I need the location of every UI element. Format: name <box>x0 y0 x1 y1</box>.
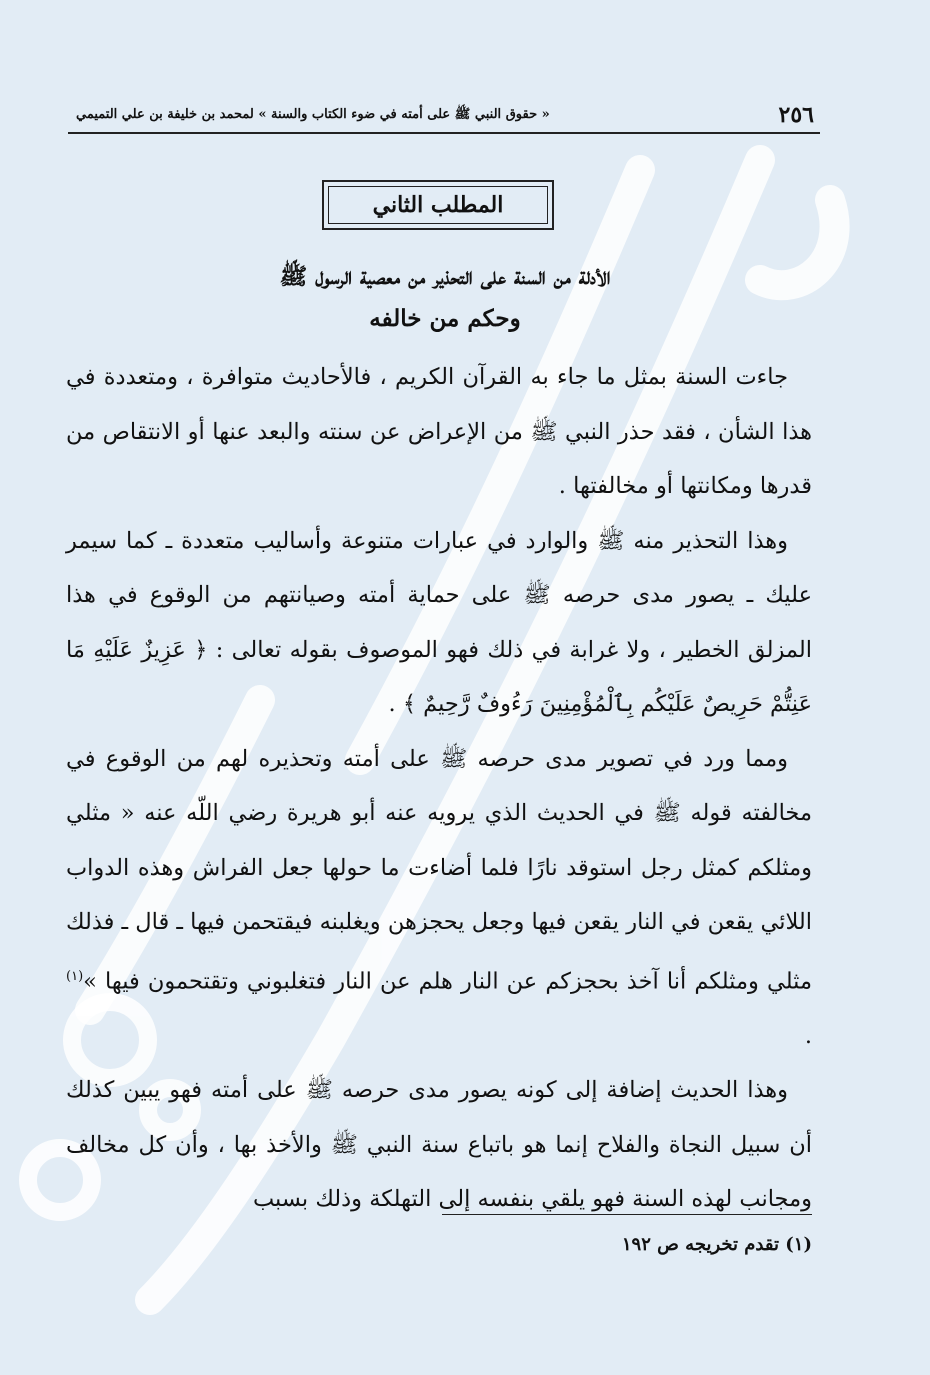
section-heading-box <box>322 180 554 230</box>
running-title: « حقوق النبي ﷺ على أمته في ضوء الكتاب والسنة » لمحمد بن خليفة بن علي التميمي <box>76 106 550 122</box>
footnote-separator <box>442 1214 812 1215</box>
paragraph-3: ومما ورد في تصوير مدى حرصه ﷺ على أمته وتحذيره لهم من الوقوع في مخالفته قوله ﷺ في الحديث الذي يرويه عنه أبو هريرة رضي اللّه عنه « مثلي ومثلكم كمثل رجل استوقد نارًا فلما أضاءت ما حولها جعل الفراش وهذه الدواب اللائي يقعن في النار يقعن فيها وجعل يحجزهن ويغلبنه فيقتحمن فيها ـ قال ـ فذلك مثلي ومثلكم أنا آخذ بحجزكم عن النار هلم عن النار فتغلبوني وتقتحمون فيها »$^{(١)}$ . <box>66 745 812 1049</box>
footnote-reference[interactable]: (١) <box>66 968 84 984</box>
chapter-title-line-2: وحكم من خالفه <box>369 305 521 332</box>
page-number: ٢٥٦ <box>778 102 814 128</box>
section-label: المطلب الثاني <box>372 192 504 218</box>
chapter-title <box>70 256 820 340</box>
paragraph-4: وهذا الحديث إضافة إلى كونه يصور مدى حرصه ﷺ على أمته فهو يبين كذلك أن سبيل النجاة والفلاح إنما هو باتباع سنة النبي ﷺ والأخذ بها ، وأن كل مخالف ومجانب لهذه السنة فهو يلقي بنفسه إلى التهلكة وذلك بسبب <box>66 1077 812 1212</box>
page-header <box>68 98 820 134</box>
paragraph-1: جاءت السنة بمثل ما جاء به القرآن الكريم ، فالأحاديث متوافرة ، ومتعددة في هذا الشأن ، فقد حذر النبي ﷺ من الإعراض عن سنته والبعد عنها أو الانتقاص من قدرها ومكانتها أو مخالفتها . <box>66 364 812 499</box>
body-text <box>66 350 812 1227</box>
footnote: (١) تقدم تخريجه ص ١٩٢ <box>621 1234 812 1255</box>
paragraph-2: وهذا التحذير منه ﷺ والوارد في عبارات متنوعة وأساليب متعددة ـ كما سيمر عليك ـ يصور مدى حرصه ﷺ على حماية أمته وصيانتهم من الوقوع في هذا المزلق الخطير ، ولا غرابة في ذلك فهو الموصوف بقوله تعالى : ﴿ عَزِيزٌ عَلَيْهِ مَا عَنِتُّمْ حَرِيصٌ عَلَيْكُم بِٱلْمُؤْمِنِينَ رَءُوفٌ رَّحِيمٌ ﴾ . <box>66 527 812 717</box>
chapter-title-line-1: الأدلة من السنة على التحذير من معصية الرسول ﷺ <box>279 263 611 290</box>
paragraph-3-text: ومما ورد في تصوير مدى حرصه ﷺ على أمته وتحذيره لهم من الوقوع في مخالفته قوله ﷺ في الحديث الذي يرويه عنه أبو هريرة رضي اللّه عنه « مثلي ومثلكم كمثل رجل استوقد نارًا فلما أضاءت ما حولها جعل الفراش وهذه الدواب اللائي يقعن في النار يقعن فيها وجعل يحجزهن ويغلبنه فيقتحمن فيها ـ قال ـ فذلك مثلي ومثلكم أنا آخذ بحجزكم عن النار هلم عن النار فتغلبوني وتقتحمون فيها » <box>66 745 812 994</box>
